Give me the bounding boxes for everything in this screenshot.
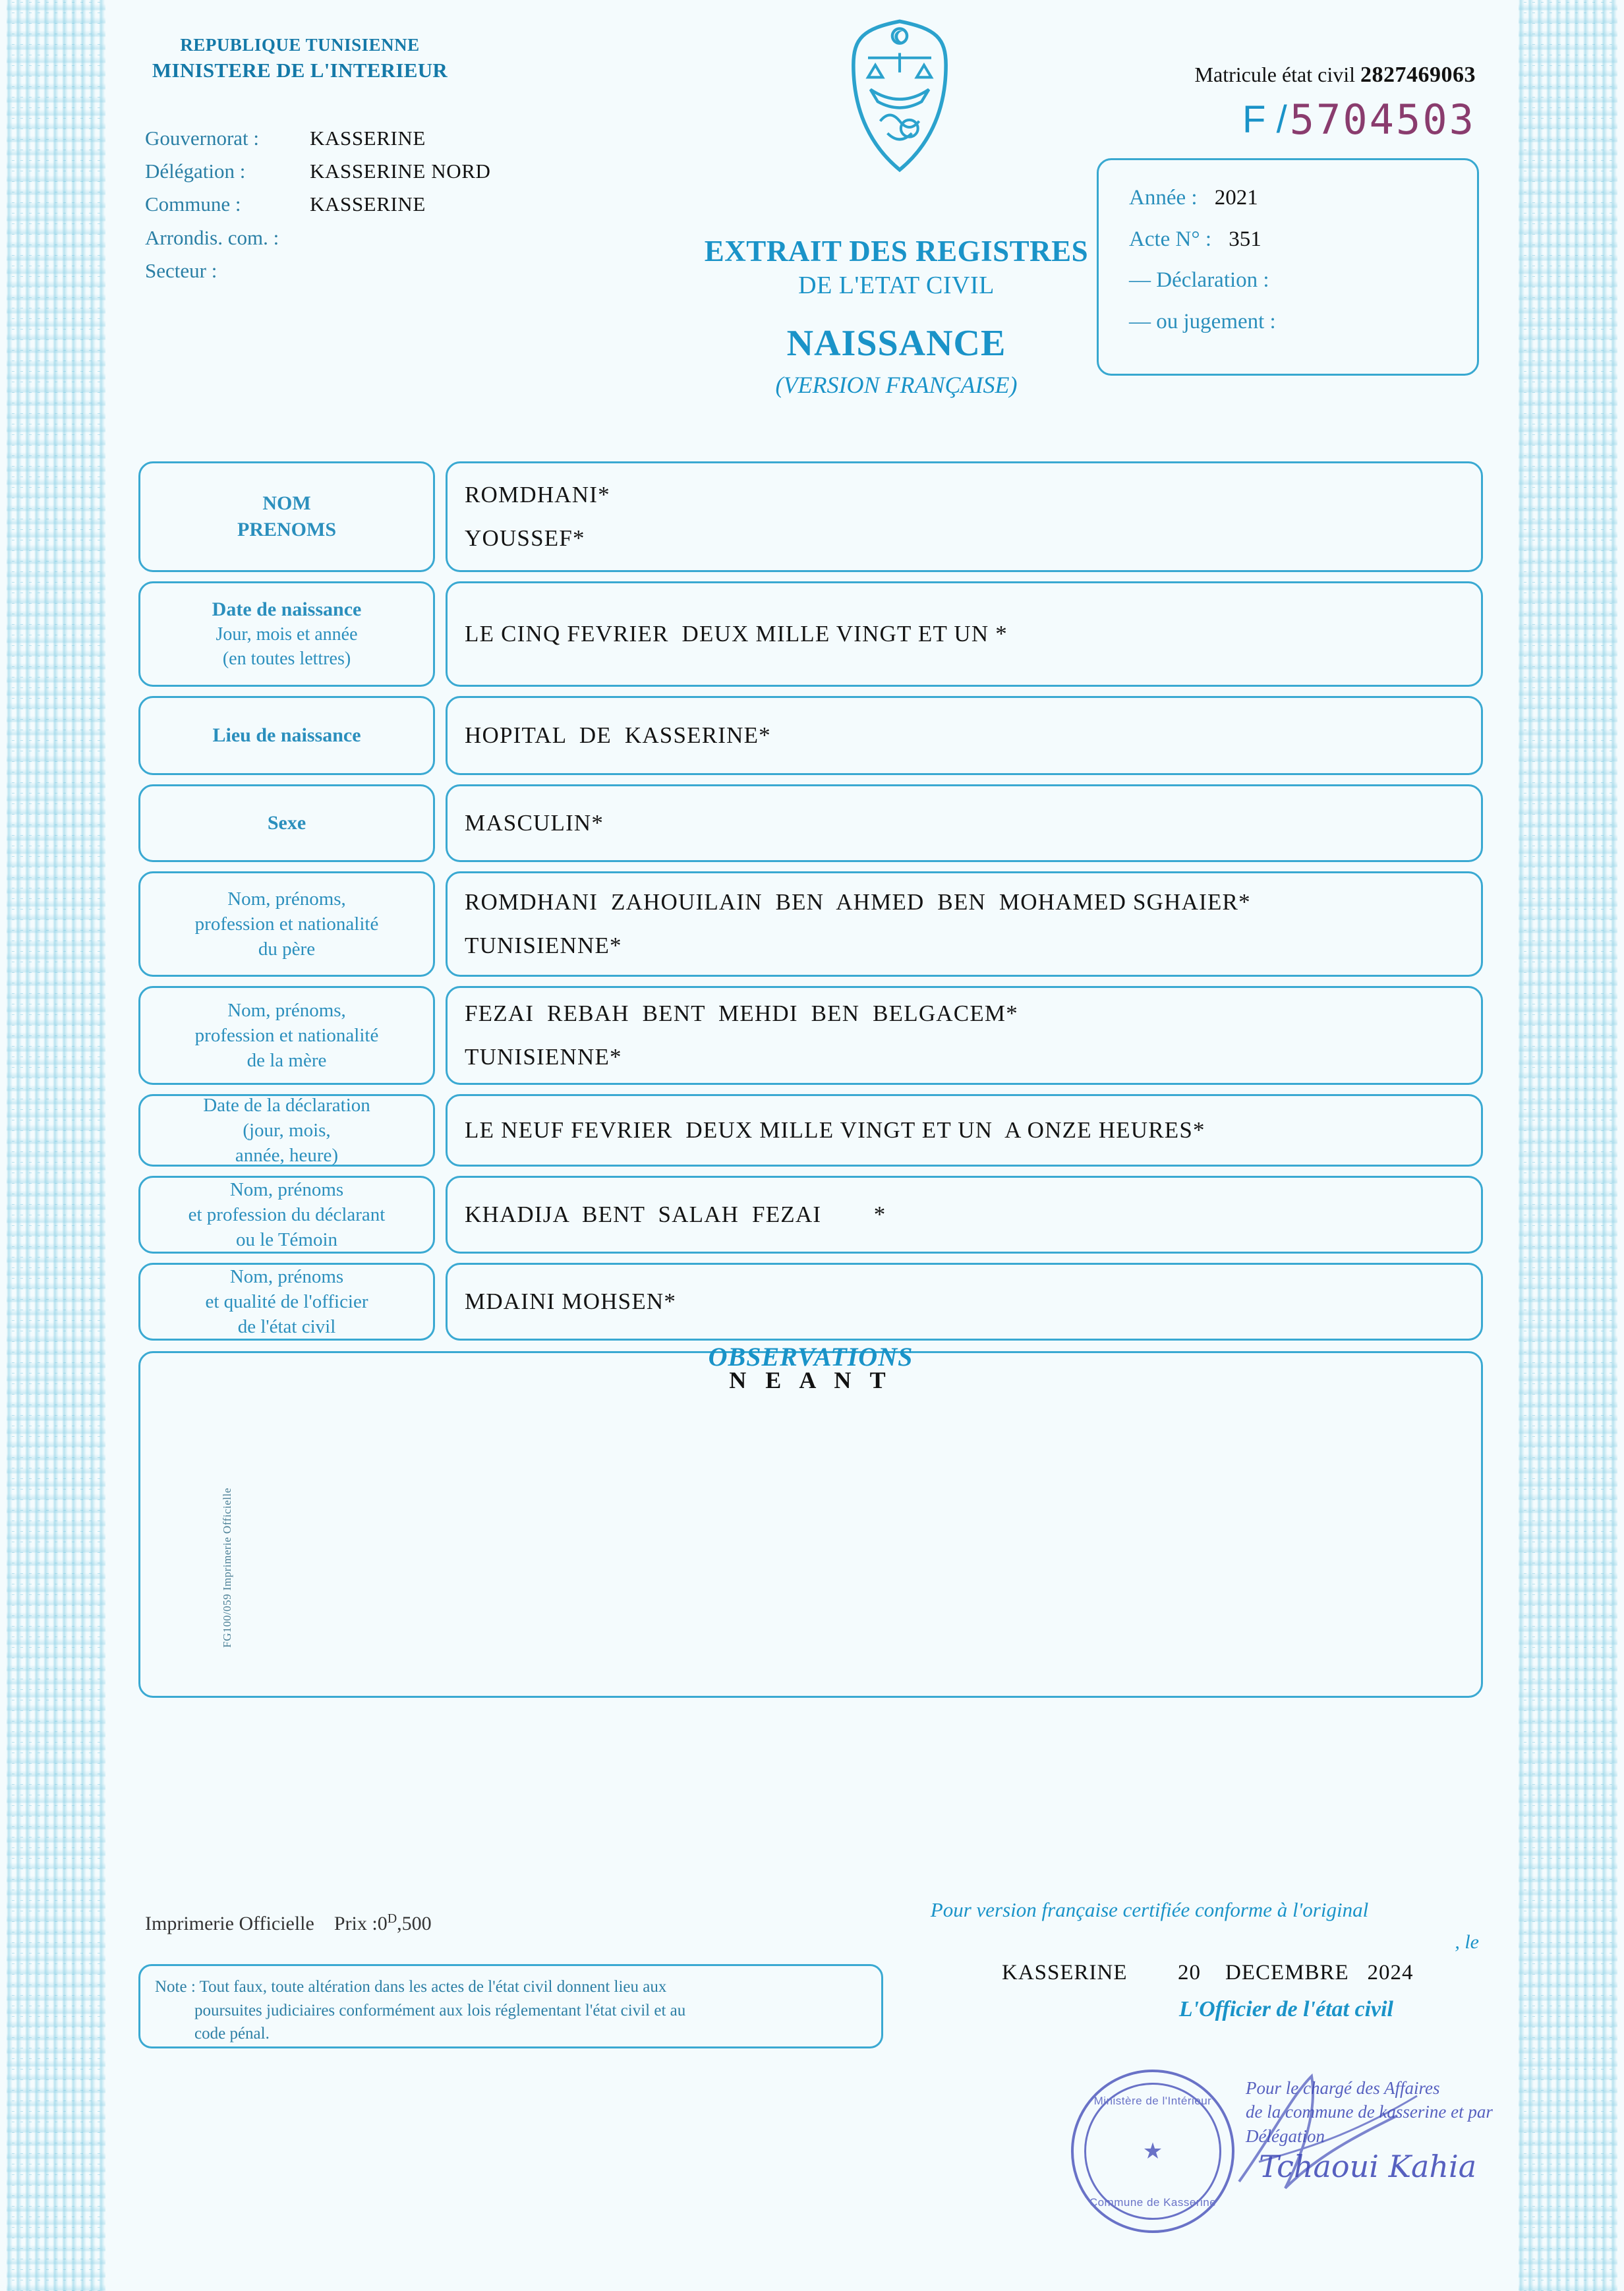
field-value-lieu-naissance: HOPITAL DE KASSERINE* [465, 722, 771, 748]
field-row-date-naissance [138, 581, 1483, 687]
field-value-date-naissance-box [446, 581, 1483, 687]
certificate-sheet [99, 0, 1525, 2291]
prix-label: Prix : [334, 1913, 378, 1934]
field-label-pere [138, 871, 435, 977]
field-value-declarant-box [446, 1176, 1483, 1254]
admin-label-gouvernorat: Gouvernorat : [145, 127, 260, 150]
legal-note-line2: poursuites judiciaires conformément aux lois réglementant l'état civil et au [194, 2001, 686, 2019]
side-print-reference: FG100/059 Imprimerie Officielle [221, 1488, 233, 1648]
field-label-mere-line2: profession et nationalité [194, 1024, 379, 1046]
field-value-officier: MDAINI MOHSEN* [465, 1289, 677, 1314]
field-row-declaration [138, 1094, 1483, 1167]
field-row-declarant [138, 1176, 1483, 1254]
field-label-declaration-line1: Date de la déclaration [203, 1094, 370, 1116]
administrative-block [145, 122, 606, 287]
field-value-date-naissance: LE CINQ FEVRIER DEUX MILLE VINGT ET UN * [465, 621, 1008, 647]
matricule-value: 2827469063 [1360, 63, 1476, 87]
field-label-date-naissance [138, 581, 435, 687]
legal-note-line3: code pénal. [194, 2025, 270, 2043]
admin-label-arrondissement: Arrondis. com. : [145, 225, 279, 249]
admin-row-secteur [145, 254, 606, 287]
stamp-bottom-text: Commune de Kasserine [1089, 2196, 1217, 2209]
decorative-border-right [1519, 0, 1617, 2291]
field-label-officier-line3: de l'état civil [237, 1316, 336, 1338]
field-label-officier-line2: et qualité de l'officier [205, 1290, 368, 1312]
admin-value-commune: KASSERINE [310, 192, 426, 216]
admin-row-delegation [145, 155, 606, 188]
prix-value: 0 [377, 1913, 388, 1934]
field-value-sexe-box [446, 784, 1483, 862]
field-label-declaration [138, 1094, 435, 1167]
admin-label-secteur: Secteur : [145, 258, 218, 282]
imprimerie-label: Imprimerie Officielle [145, 1913, 314, 1934]
place-and-date [1002, 1961, 1413, 1985]
acte-numero-row [1129, 219, 1477, 260]
field-row-officier [138, 1263, 1483, 1341]
title-version: (VERSION FRANÇAISE) [775, 372, 1018, 398]
legal-note-box [138, 1964, 883, 2048]
republic-line: REPUBLIQUE TUNISIENNE [180, 35, 420, 55]
stamp-top-text: Ministère de l'Intérieur [1093, 2095, 1212, 2107]
acte-numero-label: Acte N° : [1129, 227, 1211, 251]
field-label-date-line2: Jour, mois et année [216, 624, 358, 645]
admin-row-arrondissement [145, 221, 606, 254]
matricule-block [1195, 63, 1476, 88]
field-label-pere-line3: du père [258, 939, 316, 960]
title-line-1: EXTRAIT DES REGISTRES [704, 235, 1089, 268]
legal-note-line1: Note : Tout faux, toute altération dans les actes de l'état civil donnent lieu aux [155, 1978, 667, 1996]
acte-annee-row [1129, 177, 1477, 219]
field-value-sexe: MASCULIN* [465, 810, 604, 836]
signature-day: 20 [1178, 1961, 1202, 1985]
acte-annee-value: 2021 [1214, 186, 1258, 210]
certification-line: Pour version française certifiée conforme à l'original [930, 1898, 1369, 1921]
field-value-prenoms: YOUSSEF* [465, 525, 585, 551]
field-label-declarant-line2: et profession du déclarant [188, 1204, 386, 1225]
admin-value-gouvernorat: KASSERINE [310, 127, 426, 150]
serial-prefix: F / [1242, 98, 1287, 141]
field-label-lieu-text: Lieu de naissance [212, 724, 361, 747]
field-label-pere-line2: profession et nationalité [194, 913, 379, 935]
admin-value-delegation: KASSERINE NORD [310, 160, 491, 183]
field-value-mere-nom: FEZAI REBAH BENT MEHDI BEN BELGACEM* [465, 1000, 1018, 1026]
acte-jugement-row [1129, 301, 1477, 343]
field-value-nom-box [446, 461, 1483, 572]
handwritten-signature-icon [1219, 2056, 1437, 2221]
ministry-heading [145, 33, 455, 84]
stamp-star-icon: ★ [1142, 2139, 1163, 2164]
title-line-2: DE L'ETAT CIVIL [798, 272, 995, 299]
field-label-date-line3: (en toutes lettres) [222, 648, 351, 669]
field-row-pere [138, 871, 1483, 977]
certification-le: , le [1455, 1931, 1479, 1953]
field-value-declarant: KHADIJA BENT SALAH FEZAI * [465, 1202, 886, 1227]
field-label-sexe-text: Sexe [267, 812, 306, 834]
acte-jugement-label: — ou jugement : [1129, 310, 1276, 334]
field-value-officier-box [446, 1263, 1483, 1341]
observations-title: OBSERVATIONS [708, 1342, 914, 1372]
admin-row-commune [145, 188, 606, 221]
field-label-mere-line1: Nom, prénoms, [227, 999, 346, 1021]
signature-month: DECEMBRE [1225, 1961, 1349, 1985]
field-value-pere-nationalite: TUNISIENNE* [465, 933, 622, 958]
field-row-sexe [138, 784, 1483, 862]
field-label-declaration-line2: (jour, mois, [243, 1119, 331, 1141]
field-label-declarant-line3: ou le Témoin [235, 1229, 338, 1251]
field-label-lieu-naissance [138, 696, 435, 775]
field-label-declarant-line1: Nom, prénoms [229, 1178, 344, 1200]
admin-label-delegation: Délégation : [145, 160, 246, 183]
field-label-mere-line3: de la mère [246, 1050, 327, 1072]
admin-label-commune: Commune : [145, 192, 241, 216]
prix-decimals: ,500 [397, 1913, 432, 1934]
fields-table [138, 461, 1483, 1698]
field-value-mere-box [446, 986, 1483, 1085]
serial-block [1242, 96, 1476, 144]
field-value-pere-box [446, 871, 1483, 977]
matricule-label: Matricule état civil [1194, 63, 1355, 86]
officer-title: L'Officier de l'état civil [1178, 1997, 1393, 2021]
field-label-sexe [138, 784, 435, 862]
prix-currency: D [387, 1911, 397, 1926]
delegation-note-line1: Pour le chargé des Affaires [1246, 2078, 1440, 2098]
acte-numero-value: 351 [1229, 227, 1262, 251]
field-value-lieu-naissance-box [446, 696, 1483, 775]
observations-box [138, 1342, 1483, 1698]
field-label-officier-line1: Nom, prénoms [229, 1265, 344, 1287]
field-row-lieu-naissance [138, 696, 1483, 775]
admin-row-gouvernorat [145, 122, 606, 155]
field-label-declaration-line3: année, heure) [235, 1145, 339, 1167]
field-value-declaration-box [446, 1094, 1483, 1167]
signature-name: Tchaoui Kahia [1259, 2149, 1477, 2184]
field-label-nom-line1: NOM [262, 492, 311, 515]
ministry-line: MINISTERE DE L'INTERIEUR [152, 59, 448, 82]
field-row-mere [138, 986, 1483, 1085]
field-label-nom [138, 461, 435, 572]
field-label-date-line1: Date de naissance [212, 598, 362, 621]
field-label-declarant [138, 1176, 435, 1254]
delegation-note-line2: de la commune de kasserine et par Délégation [1246, 2102, 1493, 2146]
field-label-mere [138, 986, 435, 1085]
field-row-nom [138, 461, 1483, 572]
acte-declaration-label: — Déclaration : [1129, 268, 1269, 293]
acte-info-box [1097, 158, 1479, 376]
signature-place: KASSERINE [1002, 1961, 1128, 1985]
field-label-officier [138, 1263, 435, 1341]
signature-year: 2024 [1367, 1961, 1414, 1985]
field-value-declaration: LE NEUF FEVRIER DEUX MILLE VINGT ET UN A ONZE HEURES* [465, 1117, 1205, 1143]
official-stamp [1071, 2070, 1234, 2233]
prix-block [319, 1913, 431, 1934]
field-label-nom-line2: PRENOMS [237, 519, 336, 540]
acte-annee-label: Année : [1129, 186, 1198, 210]
decorative-border-left [7, 0, 105, 2291]
field-value-mere-nationalite: TUNISIENNE* [465, 1044, 622, 1070]
acte-declaration-row [1129, 260, 1477, 301]
serial-number: 5704503 [1289, 96, 1476, 144]
observations-value: N E A N T [729, 1367, 892, 1393]
field-value-pere-nom: ROMDHANI ZAHOUILAIN BEN AHMED BEN MOHAMED SGHAIER* [465, 889, 1251, 915]
imprimerie-line [145, 1911, 432, 1935]
title-kind: NAISSANCE [786, 323, 1006, 364]
field-label-pere-line1: Nom, prénoms, [227, 888, 346, 910]
coat-of-arms-icon [837, 16, 962, 175]
field-value-nom: ROMDHANI* [465, 482, 610, 508]
